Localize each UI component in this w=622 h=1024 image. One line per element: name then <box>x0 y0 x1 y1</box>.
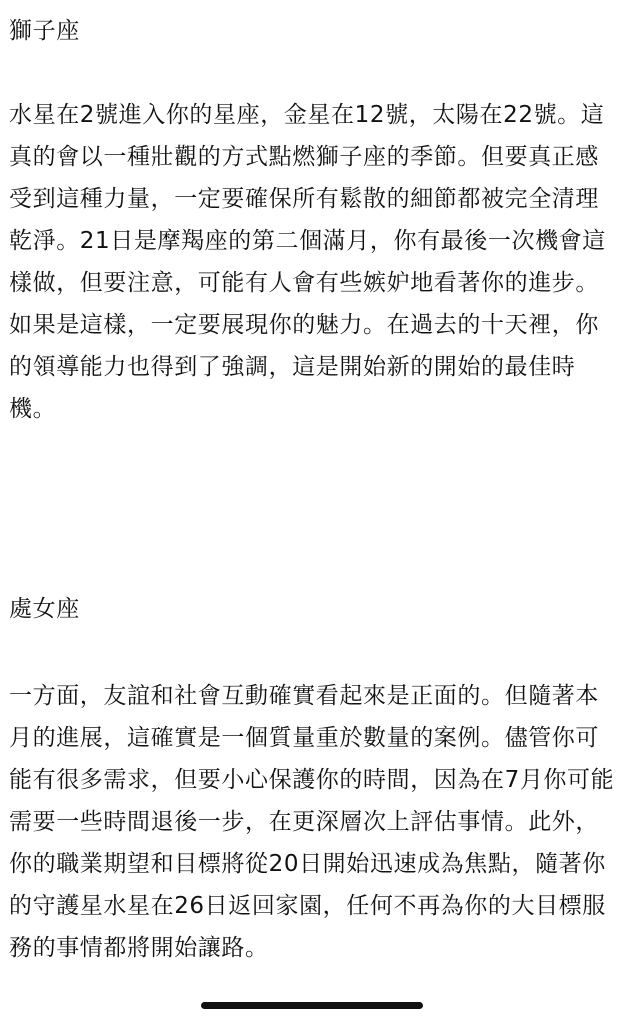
section-body-virgo: 一方面，友誼和社會互動確實看起來是正面的。但隨著本月的進展，這確實是一個質量重於數量的案例。儘管你可能有很多需求，但要小心保護你的時間，因為在7月你可能需要一些時間退後一步，在更深層次上評估事情。此外，你的職業期望和目標將從20日開始迅速成為焦點，隨著你的守護星水星在26日返回家園，任何不再為你的大目標服務的事情都將開始讓路。 <box>9 683 615 961</box>
section-title-virgo: 處女座 <box>9 596 80 622</box>
section-body-leo: 水星在2號進入你的星座，金星在12號，太陽在22號。這真的會以一種壯觀的方式點燃獅子座的季節。但要真正感受到這種力量，一定要確保所有鬆散的細節都被完全清理乾淨。21日是摩羯座的第二個滿月，你有最後一次機會這樣做，但要注意，可能有人會有些嫉妒地看著你的進步。如果是這樣，一定要展現你的魅力。在過去的十天裡，你的領導能力也得到了強調，這是開始新的開始的最佳時機。 <box>9 102 606 422</box>
home-indicator[interactable] <box>201 1002 423 1009</box>
section-title-leo: 獅子座 <box>9 18 80 44</box>
